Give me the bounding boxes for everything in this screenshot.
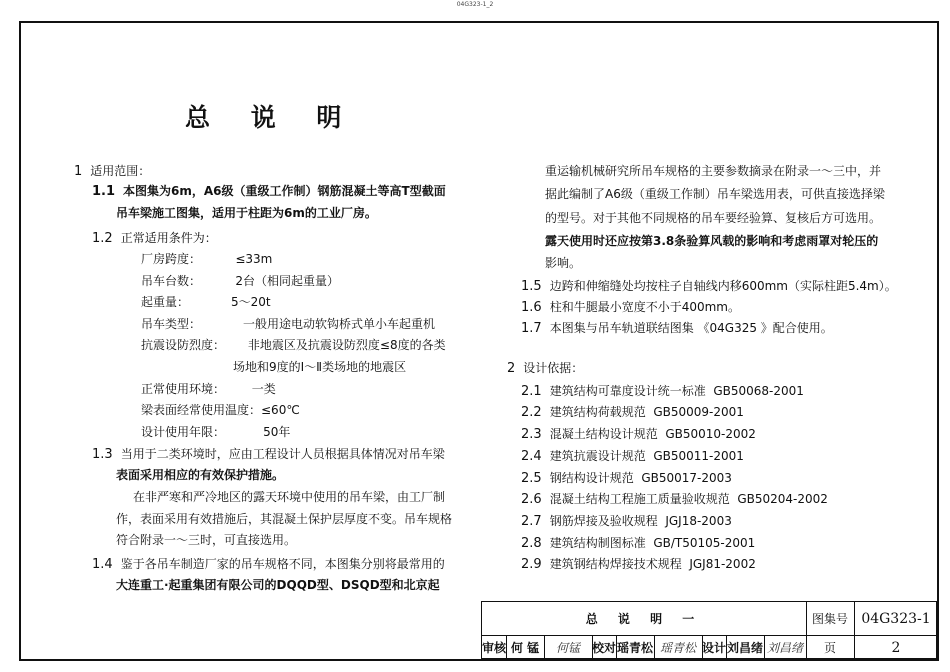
section-number: 1.2: [92, 231, 113, 246]
section-number: 2.8: [521, 536, 542, 551]
line-text: 表面采用相应的有效保护措施。: [116, 468, 285, 482]
line-text: 钢结构设计规范 GB50017-2003: [549, 471, 732, 485]
right-col-line: [521, 297, 740, 318]
atlas-number: 04G323-1: [861, 610, 931, 627]
section-number: 2.1: [521, 384, 542, 399]
left-col-line: [141, 249, 272, 269]
left-col-line: [92, 554, 445, 575]
line-text: 鉴于各吊车制造厂家的吊车规格不同，本图集分别将最常用的: [120, 557, 445, 571]
line-text: 建筑结构制图标准 GB/T50105-2001: [549, 536, 756, 550]
line-text: 起重量： 5～20t: [141, 295, 271, 309]
right-col-line: [521, 554, 756, 575]
design-label: 设计: [702, 641, 727, 655]
left-col-line: [141, 314, 435, 334]
line-text: 符合附录一～三时，可直接选用。: [116, 533, 297, 547]
line-text: 设计依据：: [523, 361, 584, 375]
right-col-line: [545, 208, 881, 228]
left-col-line: [116, 530, 296, 550]
section-number: 2: [507, 361, 516, 376]
section-number: 2.5: [521, 471, 542, 486]
page-number: 2: [891, 639, 901, 656]
left-col-line: [116, 465, 284, 485]
title-block: [481, 601, 937, 659]
line-text: 梁表面经常使用温度：≤60℃: [141, 403, 300, 417]
line-text: 建筑结构可靠度设计统一标准 GB50068-2001: [549, 384, 804, 398]
line-text: 场地和9度的Ⅰ～Ⅱ类场地的地震区: [233, 360, 407, 374]
section-number: 1.1: [92, 184, 116, 199]
line-text: 当用于二类环境时，应由工程设计人员根据具体情况对吊车梁: [120, 447, 445, 461]
line-text: 正常适用条件为：: [120, 231, 217, 245]
checker-signature: 瑶青松: [659, 641, 696, 655]
right-col-line: [521, 446, 744, 467]
line-text: 据此编制了A6级（重级工作制）吊车梁选用表，可供直接选择梁: [545, 187, 885, 201]
left-col-line: [141, 292, 271, 312]
right-col-line: [521, 468, 732, 489]
line-text: 的型号。对于其他不同规格的吊车要经验算、复核后方可选用。: [545, 211, 882, 225]
line-text: 本图集与吊车轨道联结图集 《04G325 》配合使用。: [549, 321, 833, 335]
right-col-line: [521, 276, 897, 297]
drawing-title: 总 说 明 一: [585, 612, 703, 626]
right-col-line: [545, 231, 878, 251]
line-text: 设计使用年限： 50年: [141, 425, 291, 439]
section-number: 2.2: [521, 405, 542, 420]
line-text: 混凝土结构设计规范 GB50010-2002: [549, 427, 756, 441]
reviewer-signature: 何锰: [555, 641, 580, 655]
right-col-line: [521, 424, 756, 445]
line-text: 钢筋焊接及验收规程 JGJ18-2003: [549, 514, 732, 528]
left-col-line: [116, 575, 440, 595]
line-text: 大连重工·起重集团有限公司的DQQD型、DSQD型和北京起: [116, 578, 440, 592]
line-text: 露天使用时还应按第3.8条验算风载的影响和考虑雨罩对轮压的: [545, 234, 879, 248]
section-number: 2.6: [521, 492, 542, 507]
left-col-line: [233, 357, 406, 377]
line-text: 吊车梁施工图集，适用于柱距为6m的工业厂房。: [116, 206, 377, 220]
right-col-line: [545, 253, 581, 273]
left-col-line: [92, 228, 217, 249]
section-number: 2.4: [521, 449, 542, 464]
left-col-line: [141, 335, 446, 355]
section-number: 1.6: [521, 300, 542, 315]
line-text: 建筑抗震设计规范 GB50011-2001: [549, 449, 744, 463]
right-col-line: [545, 161, 881, 181]
checker-name: 瑶青松: [616, 641, 653, 655]
designer-signature: 刘昌绪: [766, 641, 803, 655]
line-text: 混凝土结构工程施工质量验收规范 GB50204-2002: [549, 492, 828, 506]
page-label: 页: [823, 641, 836, 655]
line-text: 建筑钢结构焊接技术规程 JGJ81-2002: [549, 557, 756, 571]
right-col-line: [507, 358, 583, 379]
left-col-line: [116, 509, 452, 529]
section-number: 2.7: [521, 514, 542, 529]
right-col-line: [521, 489, 828, 510]
reviewer-name: 何 锰: [510, 641, 540, 655]
section-number: 2.3: [521, 427, 542, 442]
line-text: 厂房跨度： ≤33m: [141, 252, 273, 266]
line-text: 吊车台数： 2台（相同起重量）: [141, 274, 339, 288]
line-text: 建筑结构荷载规范 GB50009-2001: [549, 405, 744, 419]
page-title: 总 说 明: [185, 103, 358, 132]
line-text: 影响。: [545, 256, 582, 270]
left-col-line: [141, 271, 339, 291]
right-col-line: [521, 318, 833, 339]
line-text: 吊车类型： 一般用途电动软钩桥式单小车起重机: [141, 317, 435, 331]
right-col-line: [521, 381, 804, 402]
line-text: 适用范围：: [90, 164, 151, 178]
right-col-line: [521, 402, 744, 423]
line-text: 抗震设防烈度： 非地震区及抗震设防烈度≤8度的各类: [141, 338, 446, 352]
line-text: 重运输机械研究所吊车规格的主要参数摘录在附录一～三中，并: [545, 164, 882, 178]
left-col-line: [116, 203, 377, 223]
check-label: 校对: [592, 641, 617, 655]
atlas-label: 图集号: [811, 612, 848, 626]
section-number: 1.4: [92, 557, 113, 572]
section-number: 1: [74, 164, 83, 179]
file-label: 04G323-1_2: [456, 1, 494, 8]
left-col-line: [133, 487, 445, 507]
line-text: 在非严寒和严冷地区的露天环境中使用的吊车梁，由工厂制: [133, 490, 446, 504]
line-text: 作，表面采用有效措施后，其混凝土保护层厚度不变。吊车规格: [116, 512, 453, 526]
left-col-line: [141, 400, 300, 420]
left-col-line: [92, 444, 445, 465]
section-number: 1.7: [521, 321, 542, 336]
review-label: 审核: [482, 641, 507, 655]
line-text: 本图集为6m，A6级（重级工作制）钢筋混凝土等高T型截面: [123, 184, 446, 198]
section-number: 2.9: [521, 557, 542, 572]
right-col-line: [521, 511, 732, 532]
line-text: 柱和牛腿最小宽度不小于400mm。: [549, 300, 740, 314]
left-col-line: [74, 161, 150, 182]
line-text: 正常使用环境： 一类: [141, 382, 276, 396]
left-col-line: [92, 181, 446, 202]
right-col-line: [521, 533, 755, 554]
line-text: 边跨和伸缩缝处均按柱子自轴线内移600mm（实际柱距5.4m）。: [549, 279, 897, 293]
left-col-line: [141, 379, 276, 399]
right-col-line: [545, 184, 885, 204]
designer-name: 刘昌绪: [726, 641, 763, 655]
section-number: 1.5: [521, 279, 542, 294]
section-number: 1.3: [92, 447, 113, 462]
left-col-line: [141, 422, 290, 442]
